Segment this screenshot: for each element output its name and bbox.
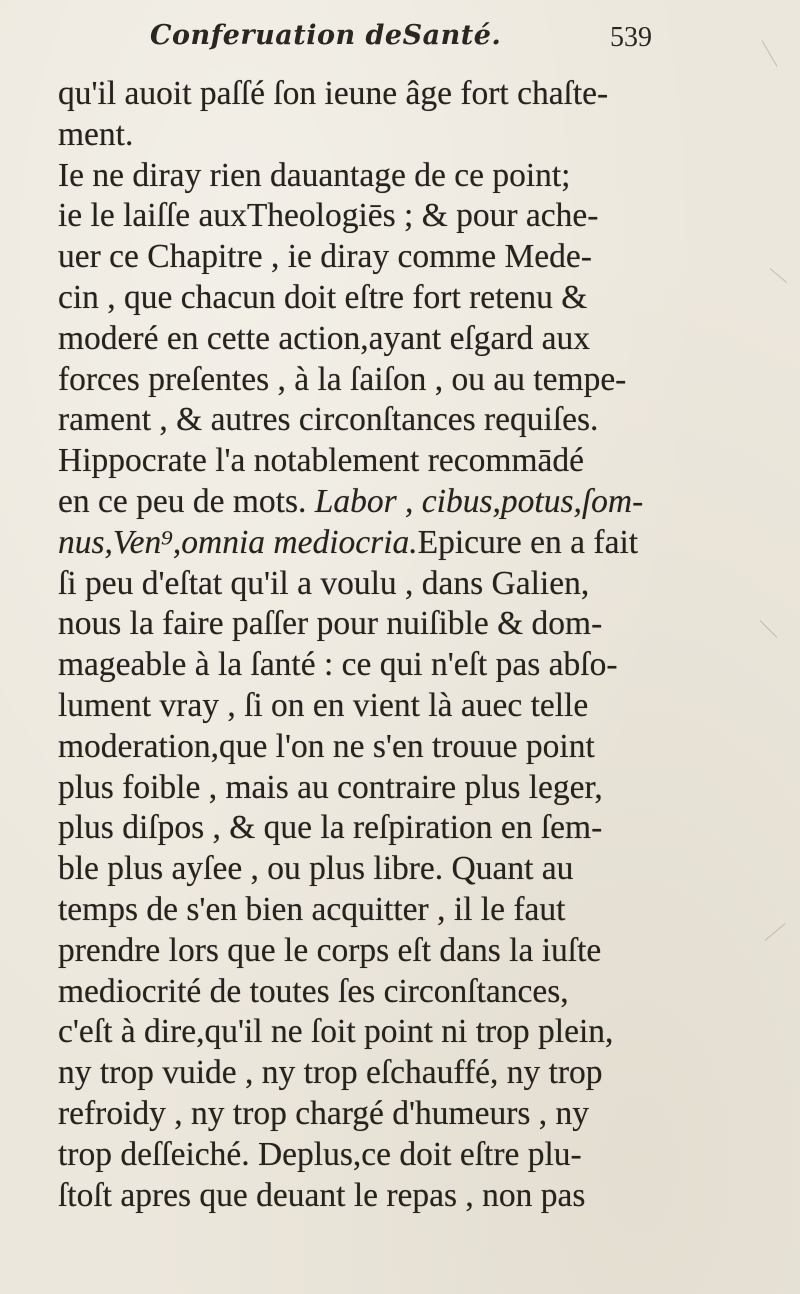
italic-quotation: Labor , cibus,potus,ſom-: [314, 482, 644, 520]
text-span: cin , que chacun doit eſtre fort retenu &: [58, 278, 588, 316]
text-line: [58, 156, 758, 197]
text-line: [58, 523, 758, 564]
text-span: ment.: [58, 115, 134, 153]
page-number: 539: [610, 22, 652, 53]
paper-scratch: [765, 923, 786, 940]
text-span: lument vray , ſi on en vient là auec telle: [58, 686, 589, 724]
text-line: [58, 645, 758, 686]
text-line: [58, 972, 758, 1013]
text-span: rament , & autres circonſtances requiſes.: [58, 401, 599, 439]
italic-quotation: nus,Ven⁹,omnia mediocria.: [58, 523, 418, 561]
text-line: [58, 278, 758, 319]
text-span: trop deſſeiché. Deplus,ce doit eſtre plu-: [58, 1135, 582, 1173]
text-line: [58, 400, 758, 441]
text-span: temps de s'en bien acquitter , il le faut: [58, 890, 566, 928]
text-line: [58, 686, 758, 727]
text-line: [58, 115, 758, 156]
text-line: [58, 441, 758, 482]
text-span: Epicure en a fait: [417, 523, 639, 561]
running-title: Conferuation deSanté.: [150, 20, 502, 51]
text-line: [58, 1012, 758, 1053]
text-span: mageable à la ſanté : ce qui n'eſt pas abſo-: [58, 646, 618, 684]
text-span: forces preſentes , à la ſaiſon , ou au tempe-: [58, 360, 627, 398]
text-line: [58, 808, 758, 849]
text-line: [58, 319, 758, 360]
text-line: [58, 727, 758, 768]
text-line: [58, 849, 758, 890]
text-span: refroidy , ny trop chargé d'humeurs , ny: [58, 1094, 590, 1132]
text-span: qu'il auoit paſſé ſon ieune âge fort chaſte-: [58, 75, 609, 112]
text-line: [58, 768, 758, 809]
text-span: ſi peu d'eſtat qu'il a voulu , dans Galien,: [58, 564, 590, 602]
text-span: Hippocrate l'a notablement recommādé: [58, 442, 584, 480]
text-line: [58, 564, 758, 605]
paper-scratch: [760, 620, 778, 638]
text-line: [58, 360, 758, 401]
text-span: moderation,que l'on ne s'en trouue point: [58, 727, 595, 765]
text-line: [58, 482, 758, 523]
text-span: nous la faire paſſer pour nuiſible & dom-: [58, 605, 603, 643]
text-line: [58, 931, 758, 972]
text-line: [58, 1053, 758, 1094]
text-span: ie le laiſſe auxTheologiēs ; & pour ache-: [58, 197, 599, 235]
text-span: plus diſpos , & que la reſpiration en ſem-: [58, 809, 603, 847]
text-span: uer ce Chapitre , ie diray comme Mede-: [58, 238, 592, 276]
text-line: [58, 196, 758, 237]
text-line: [58, 74, 758, 115]
text-span: mediocrité de toutes ſes circonſtances,: [58, 972, 569, 1010]
text-span: ny trop vuide , ny trop eſchauffé, ny trop: [58, 1054, 603, 1092]
text-span: prendre lors que le corps eſt dans la iuſte: [58, 931, 602, 969]
paper-scratch: [770, 268, 787, 283]
text-span: ſtoſt apres que deuant le repas , non pas: [58, 1176, 586, 1214]
text-span: Ie ne diray rien dauantage de ce point;: [58, 156, 571, 194]
text-span: c'eſt à dire,qu'il ne ſoit point ni trop plein,: [58, 1013, 614, 1051]
text-line: [58, 890, 758, 931]
text-line: [58, 237, 758, 278]
text-line: [58, 1176, 758, 1217]
body-text: [58, 74, 758, 1216]
text-span: moderé en cette action,ayant eſgard aux: [58, 319, 591, 357]
text-line: [58, 604, 758, 645]
page-header: [0, 12, 800, 62]
text-line: [58, 1135, 758, 1176]
text-line: [58, 1094, 758, 1135]
text-span: plus foible , mais au contraire plus leger,: [58, 768, 603, 806]
text-span: ble plus ayſee , ou plus libre. Quant au: [58, 850, 574, 888]
text-span: en ce peu de mots.: [58, 482, 315, 520]
